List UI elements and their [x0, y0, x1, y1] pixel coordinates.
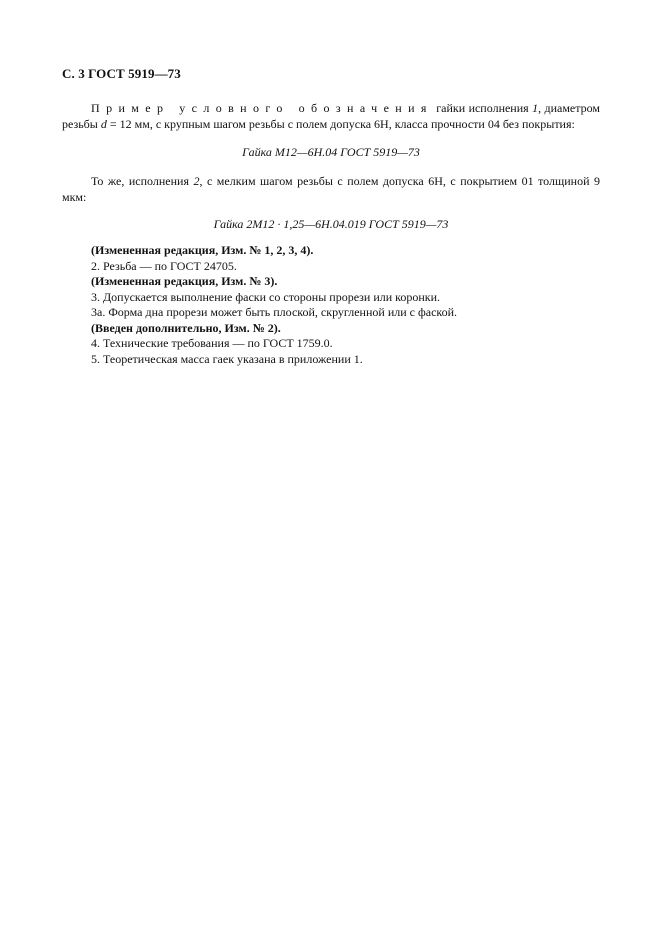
spaced-heading: Пример условного обозначения	[91, 101, 433, 115]
designation-formula-2: Гайка 2М12 · 1,25—6Н.04.019 ГОСТ 5919—73	[213, 217, 449, 231]
notes-list	[91, 243, 611, 367]
amendment-note: (Измененная редакция, Изм. № 1, 2, 3, 4).	[91, 243, 314, 257]
list-item: 3а. Форма дна прорези может быть плоской, скругленной или с фаской.	[91, 305, 458, 319]
list-item: 4. Технические требования — по ГОСТ 1759.0.	[91, 336, 333, 350]
list-item: 5. Теоретическая масса гаек указана в приложении 1.	[91, 351, 363, 366]
page-header: С. 3 ГОСТ 5919—73	[62, 66, 181, 81]
example-paragraph-2: То же, исполнения 2, с мелким шагом резьбы с полем допуска 6Н, с покрытием 01 толщиной 9 мкм:	[62, 174, 600, 204]
example-paragraph-1: Пример условного обозначения гайки исполнения 1, диаметром резьбы d = 12 мм, с крупным шагом резьбы с полем допуска 6Н, класса прочности 04 без покрытия:	[62, 101, 600, 131]
amendment-note: (Введен дополнительно, Изм. № 2).	[91, 320, 281, 335]
designation-formula-1: Гайка М12—6Н.04 ГОСТ 5919—73	[242, 145, 420, 159]
list-item: 2. Резьба — по ГОСТ 24705.	[91, 258, 237, 273]
amendment-note: (Измененная редакция, Изм. № 3).	[91, 274, 278, 288]
list-item: 3. Допускается выполнение фаски со стороны прорези или коронки.	[91, 289, 441, 304]
